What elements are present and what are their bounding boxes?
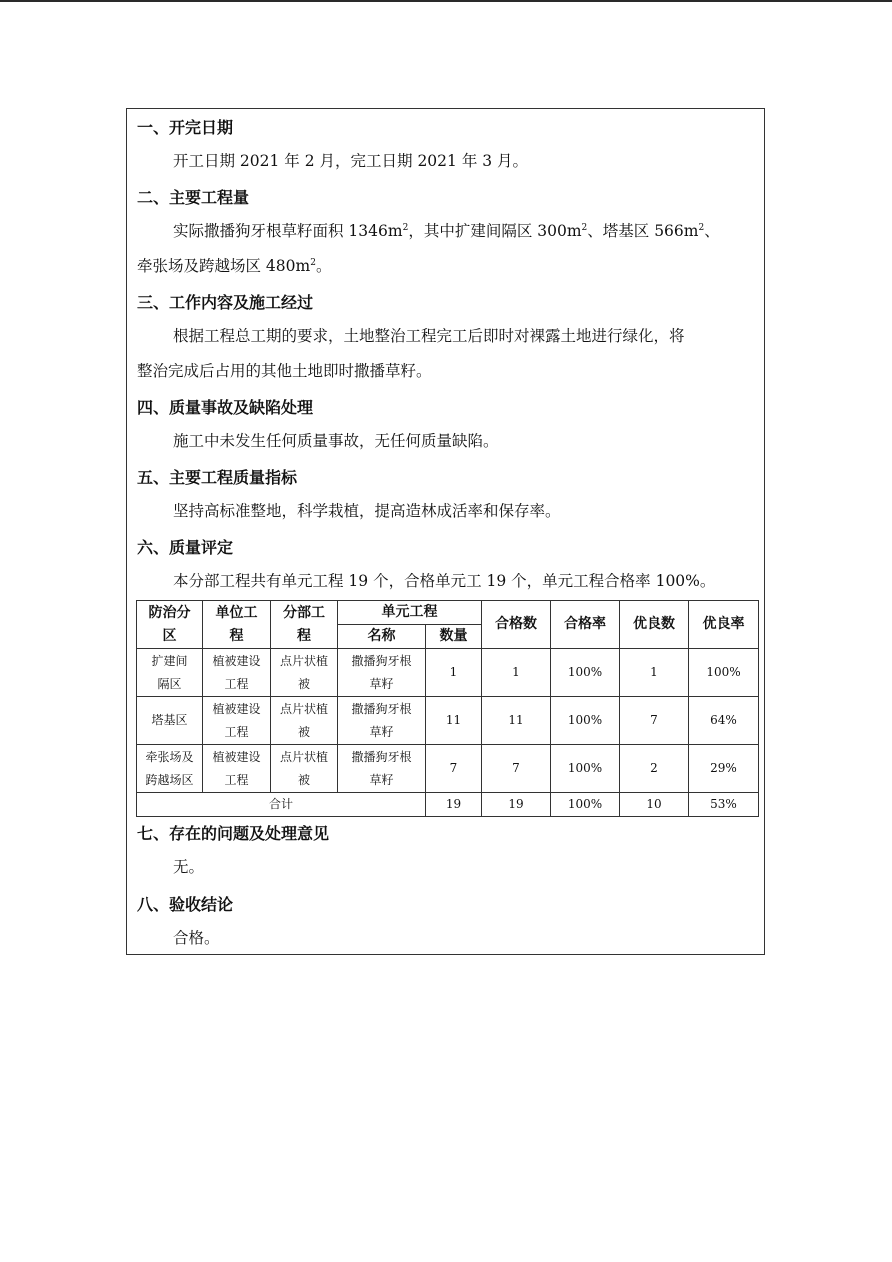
header-excellent: 优良数 (620, 601, 689, 649)
cell-sub-project: 点片状植 被 (271, 697, 338, 745)
cell-excellent-rate: 100% (689, 649, 759, 697)
cell-name: 撒播狗牙根 草籽 (338, 649, 426, 697)
cell-qualified: 1 (482, 649, 551, 697)
cell-count: 11 (426, 697, 482, 745)
cell-sub-project: 点片状植 被 (271, 649, 338, 697)
total-count: 19 (426, 793, 482, 817)
cell-zone: 牵张场及 跨越场区 (137, 745, 203, 793)
cell-excellent: 1 (620, 649, 689, 697)
section-5-heading: 五、主要工程质量指标 (137, 468, 298, 487)
cell-name: 撒播狗牙根 草籽 (338, 745, 426, 793)
page-top-rule (0, 0, 892, 2)
cell-pass-rate: 100% (551, 649, 620, 697)
total-label: 合计 (137, 793, 426, 817)
total-excellent: 10 (620, 793, 689, 817)
cell-count: 7 (426, 745, 482, 793)
section-7-text: 无。 (173, 858, 205, 876)
cell-excellent-rate: 64% (689, 697, 759, 745)
total-excellent-rate: 53% (689, 793, 759, 817)
section-8-heading: 八、验收结论 (137, 895, 234, 914)
cell-pass-rate: 100% (551, 697, 620, 745)
header-count: 数量 (426, 625, 482, 649)
section-6-text: 本分部工程共有单元工程 19 个，合格单元工 19 个，单元工程合格率 100%。 (173, 572, 716, 590)
cell-excellent: 2 (620, 745, 689, 793)
cell-unit-project: 植被建设 工程 (203, 649, 271, 697)
header-element-project: 单元工程 (338, 601, 482, 625)
section-5-text: 坚持高标准整地，科学栽植，提高造林成活率和保存率。 (173, 502, 561, 520)
section-6-heading: 六、质量评定 (137, 538, 234, 557)
quality-table (136, 600, 759, 817)
section-1-heading: 一、开完日期 (137, 118, 234, 137)
header-pass-rate: 合格率 (551, 601, 620, 649)
section-2-text-line-2: 牵张场及跨越场区 $480m^2$。 (137, 257, 332, 275)
section-3-text-line-2: 整治完成后占用的其他土地即时撒播草籽。 (137, 362, 432, 380)
section-4-text: 施工中未发生任何质量事故，无任何质量缺陷。 (173, 432, 499, 450)
section-8-text: 合格。 (173, 929, 220, 947)
section-2-text-line-1: 实际撒播狗牙根草籽面积 $1346m^2$，其中扩建间隔区 $300m^2$、塔基区 $566m^2$、 (173, 222, 720, 240)
section-1-text: 开工日期 2021 年 2 月，完工日期 2021 年 3 月。 (173, 152, 529, 170)
cell-excellent-rate: 29% (689, 745, 759, 793)
table-row (137, 697, 759, 745)
header-qualified: 合格数 (482, 601, 551, 649)
cell-unit-project: 植被建设 工程 (203, 745, 271, 793)
header-unit-project: 单位工 程 (203, 601, 271, 649)
section-7-heading: 七、存在的问题及处理意见 (137, 824, 330, 843)
section-3-heading: 三、工作内容及施工经过 (137, 293, 314, 312)
section-2-heading: 二、主要工程量 (137, 188, 250, 207)
table-total-row (137, 793, 759, 817)
table-row (137, 649, 759, 697)
total-qualified: 19 (482, 793, 551, 817)
cell-zone: 塔基区 (137, 697, 203, 745)
cell-name: 撒播狗牙根 草籽 (338, 697, 426, 745)
header-excellent-rate: 优良率 (689, 601, 759, 649)
cell-sub-project: 点片状植 被 (271, 745, 338, 793)
cell-count: 1 (426, 649, 482, 697)
header-zone: 防治分 区 (137, 601, 203, 649)
cell-qualified: 7 (482, 745, 551, 793)
cell-zone: 扩建间 隔区 (137, 649, 203, 697)
total-pass-rate: 100% (551, 793, 620, 817)
cell-pass-rate: 100% (551, 745, 620, 793)
cell-unit-project: 植被建设 工程 (203, 697, 271, 745)
section-3-text-line-1: 根据工程总工期的要求，土地整治工程完工后即时对裸露土地进行绿化，将 (173, 327, 685, 345)
acceptance-form (126, 108, 765, 955)
cell-excellent: 7 (620, 697, 689, 745)
section-4-heading: 四、质量事故及缺陷处理 (137, 398, 314, 417)
header-sub-project: 分部工 程 (271, 601, 338, 649)
table-header-row (137, 601, 759, 625)
table-row (137, 745, 759, 793)
header-name: 名称 (338, 625, 426, 649)
cell-qualified: 11 (482, 697, 551, 745)
